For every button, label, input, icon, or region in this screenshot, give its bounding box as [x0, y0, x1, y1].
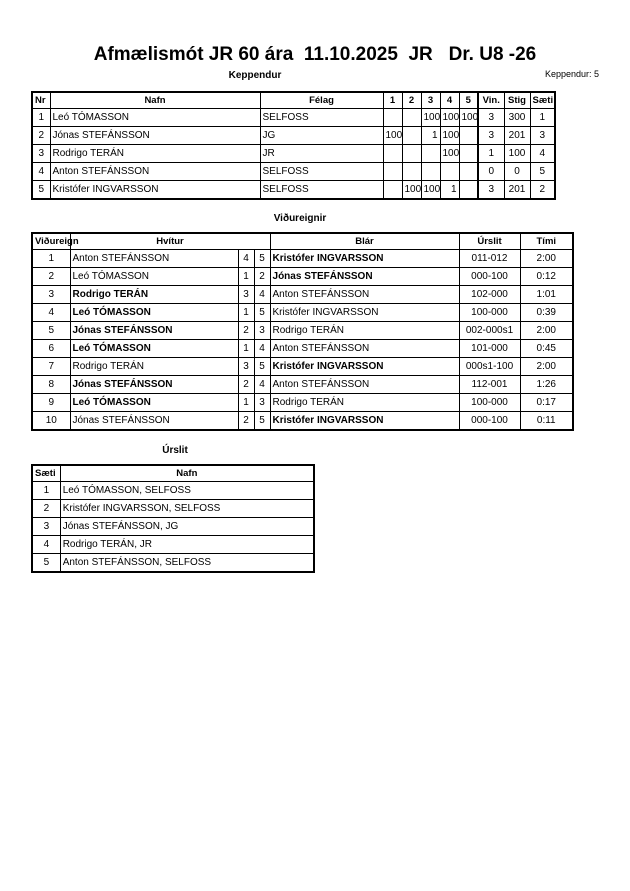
- player-round-5-score: [459, 163, 478, 181]
- match-row: [32, 250, 573, 268]
- matches-section-title: Viðureignir: [273, 213, 327, 224]
- match-result: 011-012: [459, 250, 520, 268]
- players-table: [31, 91, 556, 200]
- white-player-nr: 3: [238, 286, 254, 304]
- blue-player-nr: 5: [254, 358, 270, 376]
- match-time: 0:12: [520, 268, 573, 286]
- col-blue: Blár: [270, 233, 459, 250]
- player-nr: 1: [32, 109, 50, 127]
- player-points: 201: [504, 127, 530, 145]
- player-name: Leó TÓMASSON: [50, 109, 260, 127]
- player-name: Kristófer INGVARSSON: [50, 181, 260, 200]
- players-section-title: Keppendur: [228, 70, 282, 81]
- player-row: [32, 163, 555, 181]
- result-row: [32, 500, 314, 518]
- player-club: JR: [260, 145, 383, 163]
- player-round-2-score: [402, 163, 421, 181]
- player-round-1-score: [383, 145, 402, 163]
- col-place: Sæti: [32, 465, 60, 482]
- white-player: Leó TÓMASSON: [70, 340, 238, 358]
- col-club: Félag: [260, 92, 383, 109]
- player-round-3-score: [421, 145, 440, 163]
- col-round-4: 4: [440, 92, 459, 109]
- player-round-3-score: [421, 163, 440, 181]
- player-round-4-score: 1: [440, 181, 459, 200]
- player-round-2-score: [402, 109, 421, 127]
- blue-player: Kristófer INGVARSSON: [270, 304, 459, 322]
- match-number: 2: [32, 268, 70, 286]
- player-round-4-score: 100: [440, 127, 459, 145]
- match-row: [32, 304, 573, 322]
- player-wins: 1: [478, 145, 504, 163]
- player-club: SELFOSS: [260, 163, 383, 181]
- blue-player: Anton STEFÁNSSON: [270, 286, 459, 304]
- col-points: Stig: [504, 92, 530, 109]
- player-nr: 5: [32, 181, 50, 200]
- blue-player-nr: 4: [254, 340, 270, 358]
- white-player: Leó TÓMASSON: [70, 394, 238, 412]
- results-table: [31, 464, 315, 573]
- col-round-5: 5: [459, 92, 478, 109]
- white-player-nr: 4: [238, 250, 254, 268]
- white-player: Jónas STEFÁNSSON: [70, 376, 238, 394]
- result-name: Anton STEFÁNSSON, SELFOSS: [60, 554, 314, 573]
- blue-player-nr: 4: [254, 286, 270, 304]
- white-player-nr: 1: [238, 268, 254, 286]
- match-result: 100-000: [459, 394, 520, 412]
- player-round-4-score: 100: [440, 109, 459, 127]
- col-round-2: 2: [402, 92, 421, 109]
- match-result: 112-001: [459, 376, 520, 394]
- result-name: Leó TÓMASSON, SELFOSS: [60, 482, 314, 500]
- white-player-nr: 1: [238, 340, 254, 358]
- match-time: 0:39: [520, 304, 573, 322]
- match-result: 100-000: [459, 304, 520, 322]
- white-player-nr: 2: [238, 376, 254, 394]
- player-club: SELFOSS: [260, 109, 383, 127]
- col-round-1: 1: [383, 92, 402, 109]
- white-player: Rodrigo TERÁN: [70, 286, 238, 304]
- match-row: [32, 322, 573, 340]
- blue-player-nr: 5: [254, 304, 270, 322]
- player-round-3-score: 1: [421, 127, 440, 145]
- col-result-name: Nafn: [60, 465, 314, 482]
- blue-player-nr: 3: [254, 394, 270, 412]
- player-row: [32, 127, 555, 145]
- player-wins: 3: [478, 127, 504, 145]
- match-time: 2:00: [520, 358, 573, 376]
- result-place: 4: [32, 536, 60, 554]
- player-round-5-score: 100: [459, 109, 478, 127]
- col-wins: Vin.: [478, 92, 504, 109]
- match-number: 5: [32, 322, 70, 340]
- white-player: Rodrigo TERÁN: [70, 358, 238, 376]
- player-round-5-score: [459, 181, 478, 200]
- player-round-1-score: [383, 181, 402, 200]
- col-time: Tími: [520, 233, 573, 250]
- match-number: 7: [32, 358, 70, 376]
- player-row: [32, 145, 555, 163]
- result-row: [32, 518, 314, 536]
- white-player-nr: 1: [238, 394, 254, 412]
- col-nr: Nr: [32, 92, 50, 109]
- player-points: 201: [504, 181, 530, 200]
- blue-player: Jónas STEFÁNSSON: [270, 268, 459, 286]
- white-player-nr: 1: [238, 304, 254, 322]
- match-number: 4: [32, 304, 70, 322]
- match-result: 002-000s1: [459, 322, 520, 340]
- player-club: SELFOSS: [260, 181, 383, 200]
- match-time: 2:00: [520, 250, 573, 268]
- blue-player: Anton STEFÁNSSON: [270, 376, 459, 394]
- player-round-1-score: 100: [383, 127, 402, 145]
- player-round-3-score: 100: [421, 109, 440, 127]
- player-nr: 2: [32, 127, 50, 145]
- result-place: 3: [32, 518, 60, 536]
- player-round-5-score: [459, 145, 478, 163]
- player-rank: 1: [530, 109, 555, 127]
- blue-player: Rodrigo TERÁN: [270, 394, 459, 412]
- col-match: Viðureign: [32, 233, 70, 250]
- white-player: Leó TÓMASSON: [70, 268, 238, 286]
- match-row: [32, 376, 573, 394]
- matches-header-row: [32, 233, 573, 250]
- match-row: [32, 412, 573, 431]
- result-place: 1: [32, 482, 60, 500]
- player-points: 300: [504, 109, 530, 127]
- blue-player-nr: 4: [254, 376, 270, 394]
- match-result: 000s1-100: [459, 358, 520, 376]
- match-number: 6: [32, 340, 70, 358]
- players-count: Keppendur: 5: [544, 69, 599, 79]
- white-player-nr: 3: [238, 358, 254, 376]
- player-club: JG: [260, 127, 383, 145]
- player-rank: 2: [530, 181, 555, 200]
- player-rank: 3: [530, 127, 555, 145]
- player-points: 0: [504, 163, 530, 181]
- match-number: 3: [32, 286, 70, 304]
- matches-table: [31, 232, 574, 431]
- match-time: 0:45: [520, 340, 573, 358]
- blue-player: Kristófer INGVARSSON: [270, 358, 459, 376]
- player-round-1-score: [383, 163, 402, 181]
- result-row: [32, 554, 314, 573]
- match-time: 0:11: [520, 412, 573, 431]
- player-rank: 4: [530, 145, 555, 163]
- match-row: [32, 358, 573, 376]
- result-place: 2: [32, 500, 60, 518]
- results-header-row: [32, 465, 314, 482]
- player-round-2-score: [402, 145, 421, 163]
- player-round-4-score: 100: [440, 145, 459, 163]
- match-time: 2:00: [520, 322, 573, 340]
- result-name: Kristófer INGVARSSON, SELFOSS: [60, 500, 314, 518]
- document-title: Afmælismót JR 60 ára 11.10.2025 JR Dr. U8 -26: [93, 44, 537, 65]
- players-header-row: [32, 92, 555, 109]
- blue-player: Rodrigo TERÁN: [270, 322, 459, 340]
- player-points: 100: [504, 145, 530, 163]
- results-section-title: Úrslit: [162, 445, 188, 456]
- player-round-3-score: 100: [421, 181, 440, 200]
- result-row: [32, 536, 314, 554]
- player-wins: 3: [478, 181, 504, 200]
- match-result: 000-100: [459, 412, 520, 431]
- blue-player-nr: 3: [254, 322, 270, 340]
- blue-player-nr: 2: [254, 268, 270, 286]
- result-row: [32, 482, 314, 500]
- white-player-nr: 2: [238, 412, 254, 431]
- blue-player: Kristófer INGVARSSON: [270, 250, 459, 268]
- col-white: Hvítur: [70, 233, 270, 250]
- player-round-2-score: [402, 127, 421, 145]
- match-row: [32, 286, 573, 304]
- player-nr: 4: [32, 163, 50, 181]
- blue-player: Anton STEFÁNSSON: [270, 340, 459, 358]
- match-number: 9: [32, 394, 70, 412]
- match-result: 101-000: [459, 340, 520, 358]
- match-time: 1:26: [520, 376, 573, 394]
- player-rank: 5: [530, 163, 555, 181]
- match-number: 10: [32, 412, 70, 431]
- match-time: 0:17: [520, 394, 573, 412]
- player-wins: 3: [478, 109, 504, 127]
- player-wins: 0: [478, 163, 504, 181]
- white-player-nr: 2: [238, 322, 254, 340]
- col-rank: Sæti: [530, 92, 555, 109]
- white-player: Leó TÓMASSON: [70, 304, 238, 322]
- col-name: Nafn: [50, 92, 260, 109]
- player-name: Jónas STEFÁNSSON: [50, 127, 260, 145]
- player-nr: 3: [32, 145, 50, 163]
- blue-player-nr: 5: [254, 412, 270, 431]
- match-row: [32, 394, 573, 412]
- player-round-5-score: [459, 127, 478, 145]
- player-name: Anton STEFÁNSSON: [50, 163, 260, 181]
- player-round-2-score: 100: [402, 181, 421, 200]
- col-result: Úrslit: [459, 233, 520, 250]
- match-result: 102-000: [459, 286, 520, 304]
- match-result: 000-100: [459, 268, 520, 286]
- result-name: Rodrigo TERÁN, JR: [60, 536, 314, 554]
- match-time: 1:01: [520, 286, 573, 304]
- match-number: 1: [32, 250, 70, 268]
- match-number: 8: [32, 376, 70, 394]
- white-player: Jónas STEFÁNSSON: [70, 412, 238, 431]
- white-player: Anton STEFÁNSSON: [70, 250, 238, 268]
- white-player: Jónas STEFÁNSSON: [70, 322, 238, 340]
- blue-player-nr: 5: [254, 250, 270, 268]
- col-round-3: 3: [421, 92, 440, 109]
- blue-player: Kristófer INGVARSSON: [270, 412, 459, 431]
- player-row: [32, 181, 555, 200]
- player-round-4-score: [440, 163, 459, 181]
- result-name: Jónas STEFÁNSSON, JG: [60, 518, 314, 536]
- player-round-1-score: [383, 109, 402, 127]
- player-name: Rodrigo TERÁN: [50, 145, 260, 163]
- match-row: [32, 268, 573, 286]
- player-row: [32, 109, 555, 127]
- match-row: [32, 340, 573, 358]
- result-place: 5: [32, 554, 60, 573]
